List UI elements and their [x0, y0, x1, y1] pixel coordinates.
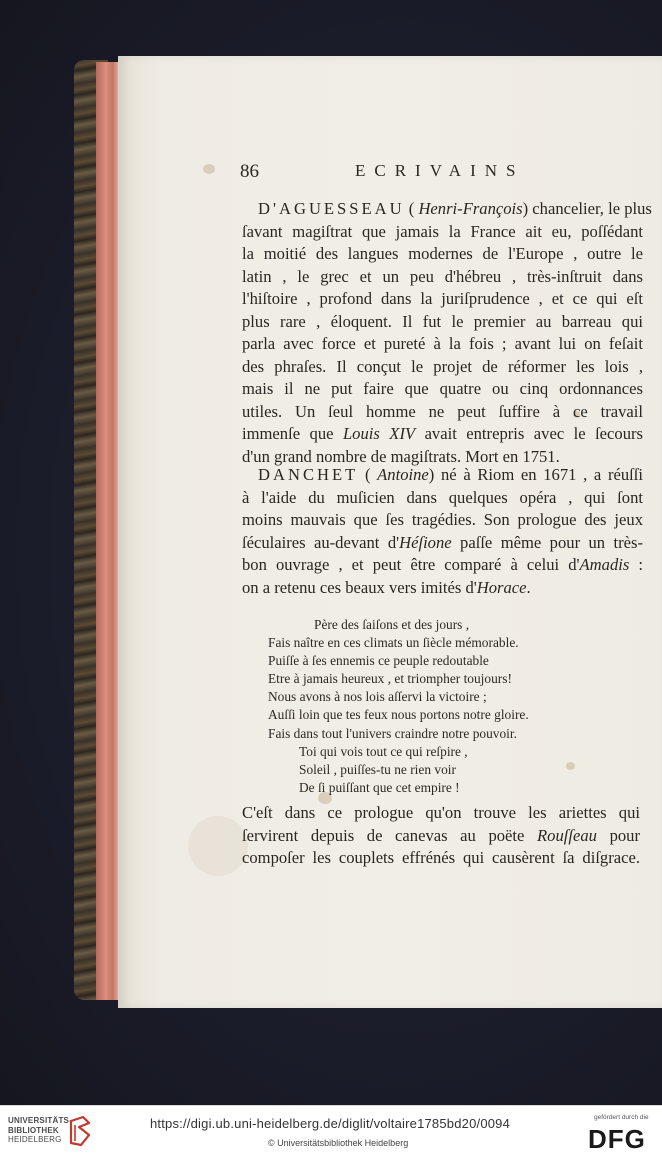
- verse-line: Nous avons à nos lois aſſervi la victoire ;: [268, 689, 487, 705]
- dfg-logo[interactable]: DFG: [588, 1124, 646, 1154]
- text-line: C'eſt dans ce prologue qu'on trouve les ariettes qui: [242, 803, 640, 822]
- text-line: [242, 532, 643, 555]
- text-line: compoſer les couplets effrénés qui causèrent ſa diſgrace.: [242, 848, 640, 867]
- text-run: paſſe même pour un très-: [451, 532, 643, 552]
- verse-quotation: [268, 616, 529, 797]
- library-name-line: HEIDELBERG: [8, 1135, 62, 1144]
- running-header: ECRIVAINS: [355, 161, 525, 180]
- stain: [188, 816, 248, 876]
- italic-run: Horace: [476, 577, 527, 597]
- text-line: plus rare , éloquent. Il fut le premier au barreau qui: [242, 311, 643, 331]
- entry-name: D'AGUESSEAU: [258, 199, 405, 218]
- verse-line: Fais naître en ces climats un ſiècle mémorable.: [268, 635, 519, 651]
- text-line: la moitié des langues modernes de l'Europe , outre le: [242, 244, 643, 263]
- text-line: ſavant magiſtrat que jamais la France ait eu, poſſédant: [242, 221, 643, 241]
- text-run: on a retenu ces beaux vers imités d': [242, 577, 477, 597]
- italic-run: Henri-François: [418, 199, 523, 218]
- text-line: [242, 198, 652, 221]
- text-run: ſéculaires au-devant d': [242, 532, 400, 552]
- verse-line: Puiſſe à ſes ennemis ce peuple redoutable: [268, 653, 489, 669]
- text-line: [242, 464, 643, 487]
- text-run: (: [404, 199, 419, 218]
- page-number: 86: [240, 161, 259, 182]
- entry-danchet: [242, 464, 643, 599]
- verse-line: Fais dans tout l'univers craindre notre pouvoir.: [268, 725, 517, 741]
- text-line: utiles. Un ſeul homme ne peut ſuffire à ce travail: [242, 401, 643, 421]
- text-run: ſervirent depuis de canevas au poëte: [242, 825, 538, 845]
- text-line: parla avec force et pureté à la fois ; avant lui on feſait: [242, 334, 643, 353]
- library-name-line: UNIVERSITÄTS-: [8, 1116, 72, 1125]
- verse-line: Père des ſaiſons et des jours ,: [314, 617, 470, 632]
- verse-line: Toi qui vois tout ce qui reſpire ,: [299, 743, 468, 759]
- text-run: ) chancelier, le plus: [522, 199, 652, 218]
- italic-run: Rouſſeau: [537, 825, 597, 845]
- viewer-footer: [0, 1105, 662, 1156]
- funded-by-label: gefördert durch die: [594, 1114, 649, 1121]
- text-run: pour: [596, 825, 640, 845]
- text-run: avait entrepris avec le ſecours: [415, 424, 643, 443]
- text-line: des phraſes. Il conçut le projet de réformer les lois ,: [242, 356, 643, 376]
- text-run: immenſe que: [242, 424, 343, 443]
- text-line: latin , le grec et un peu d'hébreu , très-inſtruit dans: [242, 266, 643, 286]
- text-run: .: [526, 577, 531, 597]
- italic-run: Louis XIV: [342, 424, 416, 443]
- entry-name: DANCHET: [258, 465, 359, 484]
- verse-line: Soleil , puiſſes-tu ne rien voir: [299, 761, 456, 777]
- text-line: moins mauvais que ſes tragédies. Son prologue des jeux: [242, 510, 643, 529]
- page-edges: [96, 62, 120, 1000]
- library-logo-text[interactable]: [8, 1116, 72, 1145]
- text-run: bon ouvrage , et peut être comparé à celui d': [242, 555, 580, 574]
- italic-run: Amadis: [579, 555, 630, 574]
- italic-run: Antoine: [377, 465, 429, 484]
- italic-run: Héſione: [399, 532, 452, 552]
- library-logo-icon[interactable]: [67, 1115, 93, 1147]
- verse-line: De ſi puiſſant que cet empire !: [299, 779, 460, 795]
- library-name-line: BIBLIOTHEK: [8, 1125, 59, 1135]
- copyright-notice: © Universitätsbibliothek Heidelberg: [268, 1138, 409, 1148]
- text-line: [242, 825, 640, 848]
- text-run: ) né à Riom en 1671 , a réuſſi: [428, 465, 643, 484]
- foxing-spot: [203, 164, 215, 174]
- verse-line: Auſſi loin que tes feux nous portons notre gloire.: [268, 707, 529, 723]
- permalink-url[interactable]: https://digi.ub.uni-heidelberg.de/diglit/voltaire1785bd20/0094: [150, 1116, 511, 1131]
- text-line: [242, 577, 643, 600]
- text-line: l'hiſtoire , profond dans la juriſprudence , et ce qui eſt: [242, 289, 643, 308]
- text-run: :: [629, 555, 643, 574]
- text-line: mais il ne put faire que quatre ou cinq ordonnances: [242, 379, 643, 398]
- text-line: d'un grand nombre de magiſtrats. Mort en 1751.: [242, 446, 560, 466]
- text-line: [242, 423, 643, 446]
- text-line: [242, 554, 643, 577]
- verse-line: Etre à jamais heureux , et triompher toujours!: [268, 671, 512, 687]
- text-line: à l'aide du muſicien dans quelques opéra , qui ſont: [242, 487, 643, 507]
- closing-paragraph: [242, 802, 640, 870]
- foxing-spot: [566, 762, 575, 770]
- entry-daguesseau: [242, 198, 652, 468]
- text-run: (: [358, 465, 378, 484]
